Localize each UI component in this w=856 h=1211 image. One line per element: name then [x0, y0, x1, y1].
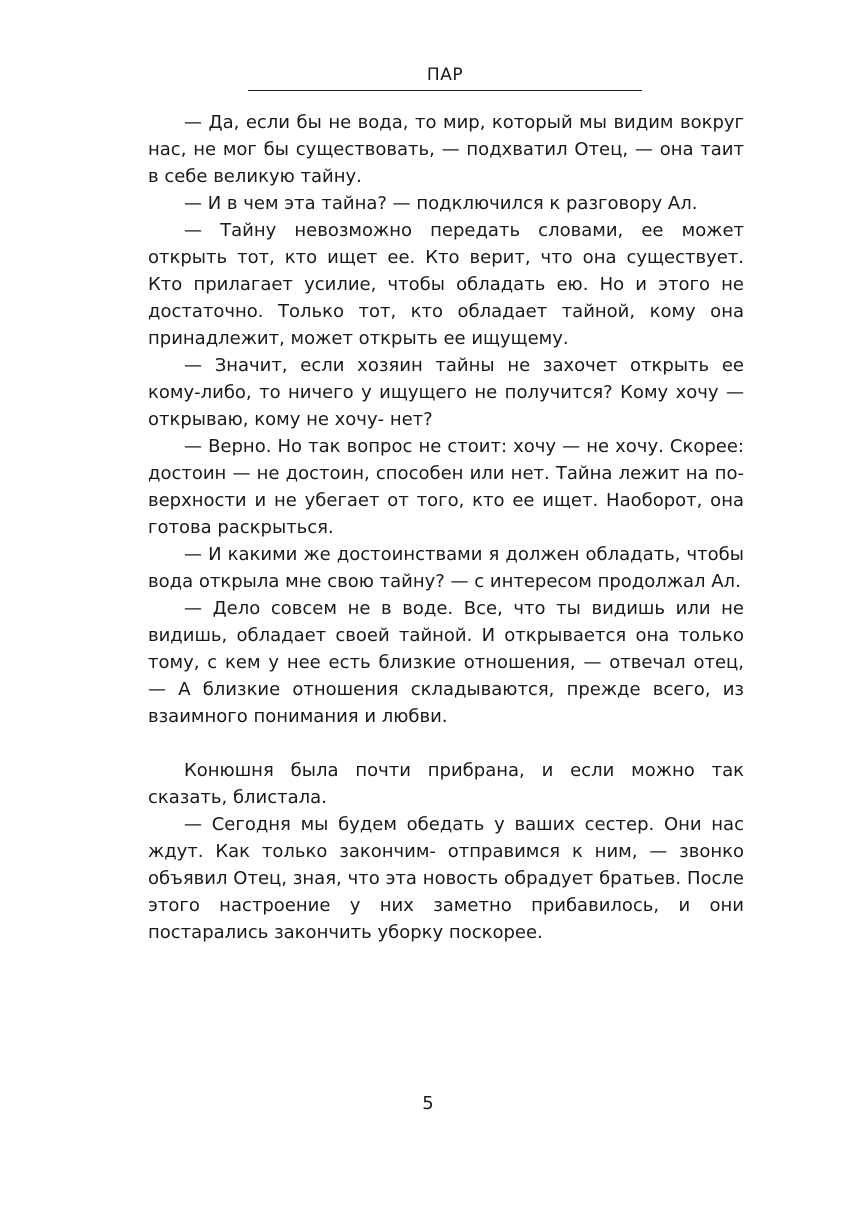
paragraph: — И в чем эта тайна? — подключился к разговору Ал.: [184, 193, 698, 214]
running-head-rule: [248, 90, 642, 91]
paragraph: — Сегодня мы будем обедать у ваших сестер. Они нас ждут. Как только закончим- отправимся к ним, — звонко объявил Отец, зная, что эта новость обрадует братьев. После этого настроение у них заметно прибавилось, и они постарались закончить уборку поскорее.: [148, 814, 744, 943]
page-number: 5: [422, 1093, 434, 1114]
paragraph: — Да, если бы не вода, то мир, который мы видим вокруг нас, не мог бы существовать, — подхватил Отец, — она таит в себе великую тайну.: [148, 112, 744, 187]
paragraph: — Значит, если хозяин тайны не захочет открыть ее кому-либо, то ничего у ищущего не получится? Кому хочу — открываю, кому не хочу- нет?: [148, 355, 744, 430]
paragraph: — И какими же достоинствами я должен обладать, чтобы вода открыла мне свою тайну? — с интересом продолжал Ал.: [148, 544, 744, 592]
paragraph: — Тайну невозможно передать словами, ее может открыть тот, кто ищет ее. Кто верит, что она существует. Кто прилагает усилие, чтобы обладать ею. Но и этого не достаточно. Только тот, кто обладает тайной, кому она принадлежит, может открыть ее ищущему.: [148, 220, 744, 349]
paragraph: — Дело совсем не в воде. Все, что ты видишь или не видишь, обладает своей тайной. И открывается она только тому, с кем у нее есть близкие отношения, — отвечал отец, — А близкие отношения складываются, прежде всего, из взаимного понимания и любви.: [148, 598, 744, 727]
body-text: [148, 109, 744, 946]
running-head: ПАР: [426, 65, 464, 85]
paragraph: Конюшня была почти прибрана, и если можно так сказать, блистала.: [148, 760, 744, 808]
paragraph: — Верно. Но так вопрос не стоит: хочу — не хочу. Скорее: достоин — не достоин, способен или нет. Тайна лежит на поверхности и не убегает от того, кто ее ищет. Наоборот, она готова раскрыться.: [148, 436, 744, 538]
